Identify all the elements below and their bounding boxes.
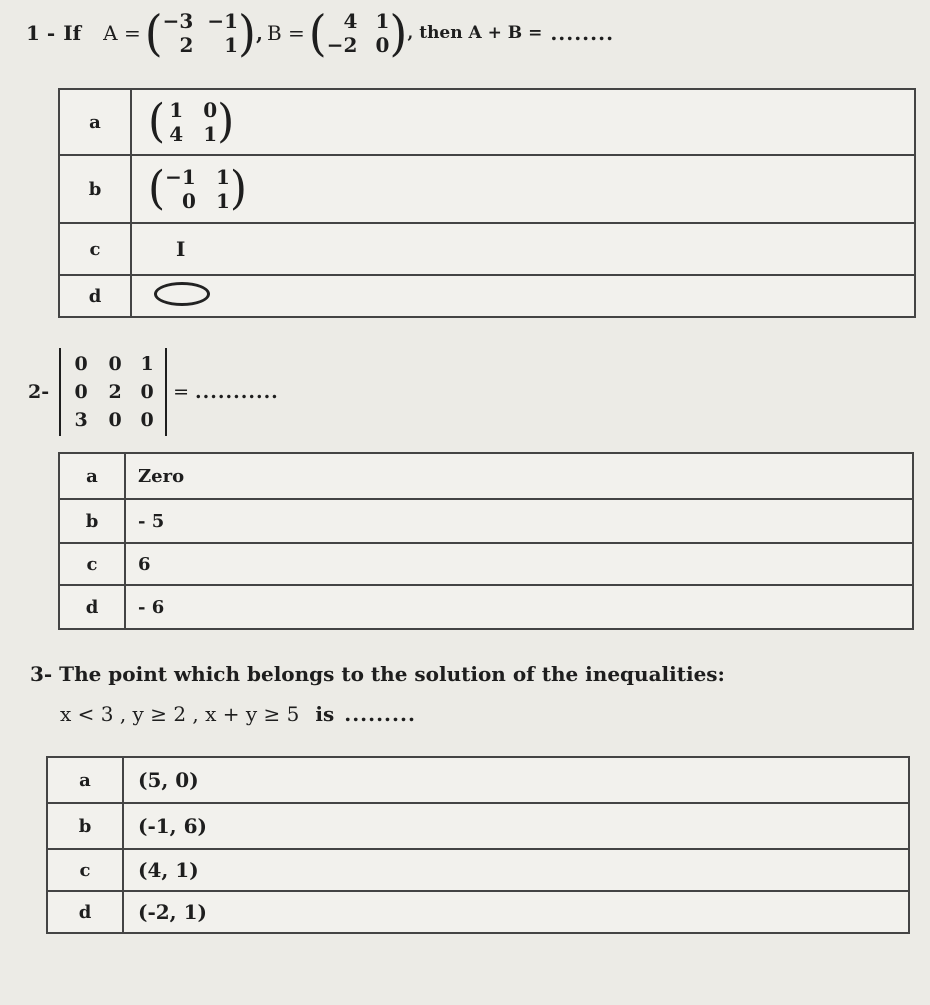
option-row[interactable] [59, 275, 915, 317]
option-label: d [59, 585, 125, 629]
question-3-inequalities-line [60, 702, 416, 726]
option-matrix-cell: 1 [215, 165, 230, 189]
matrix-b-cell: 0 [375, 33, 390, 57]
question-3-is: is [315, 702, 335, 726]
option-matrix: ( −1 1 0 1 ) [148, 161, 248, 216]
option-label: c [47, 849, 123, 891]
answer-blank: ........ [550, 21, 615, 45]
equals-sign: = [173, 381, 190, 403]
option-value [131, 275, 915, 317]
option-row[interactable] [59, 543, 913, 585]
determinant-cell: 2 [108, 381, 122, 403]
option-row[interactable] [47, 849, 909, 891]
option-label: c [59, 223, 131, 275]
determinant-cell: 1 [140, 353, 154, 375]
question-1-options [58, 88, 916, 318]
option-row[interactable] [47, 757, 909, 803]
option-label: d [59, 275, 131, 317]
option-row[interactable] [59, 585, 913, 629]
option-label: a [47, 757, 123, 803]
option-matrix: ( 1 0 4 1 ) [148, 94, 235, 149]
matrix-b-cell: 4 [343, 9, 358, 33]
option-label: a [59, 453, 125, 499]
question-3-text: 3- The point which belongs to the solution of the inequalities: [30, 662, 725, 686]
question-1-if: If [63, 21, 82, 45]
determinant-cell: 0 [74, 353, 88, 375]
question-1-number: 1 - [26, 21, 56, 45]
question-3-options [46, 756, 910, 934]
option-matrix-cell: 0 [181, 189, 196, 213]
option-label: b [59, 155, 131, 223]
matrix-a-cell: −1 [207, 9, 239, 33]
option-matrix-cell: 4 [169, 122, 184, 146]
option-value [131, 155, 915, 223]
option-label: c [59, 543, 125, 585]
matrix-a-label: A = [103, 21, 141, 45]
determinant-cell: 0 [140, 409, 154, 431]
option-label: b [47, 803, 123, 849]
determinant [59, 348, 167, 436]
matrix-b-cell: 1 [375, 9, 390, 33]
matrix-a-cell: 2 [179, 33, 194, 57]
determinant-cell: 3 [74, 409, 88, 431]
determinant-cell: 0 [140, 381, 154, 403]
option-row[interactable] [59, 155, 915, 223]
option-matrix-cell: 1 [203, 122, 218, 146]
option-value: (4, 1) [123, 849, 909, 891]
option-matrix-cell: −1 [165, 165, 196, 189]
matrix-b-cell: −2 [326, 33, 358, 57]
answer-blank: ......... [344, 702, 416, 726]
determinant-cell: 0 [74, 381, 88, 403]
comma: , [256, 21, 263, 45]
option-value: (-1, 6) [123, 803, 909, 849]
inequalities: x < 3 , y ≥ 2 , x + y ≥ 5 [60, 702, 300, 726]
option-value: (-2, 1) [123, 891, 909, 933]
question-2-number: 2- [28, 381, 50, 403]
matrix-a-cell: −3 [162, 9, 194, 33]
option-value: (5, 0) [123, 757, 909, 803]
determinant-cell: 0 [108, 353, 122, 375]
matrix-b-label: B = [266, 21, 305, 45]
zero-matrix-oval [154, 282, 210, 306]
identity-symbol: I [176, 237, 186, 261]
option-label: a [59, 89, 131, 155]
option-matrix-cell: 0 [203, 98, 218, 122]
question-2-options [58, 452, 914, 630]
option-row[interactable] [47, 803, 909, 849]
option-row[interactable] [59, 223, 915, 275]
question-1-then: , then A + B = [407, 23, 543, 43]
option-row[interactable] [47, 891, 909, 933]
option-value: - 5 [125, 499, 913, 543]
option-value: 6 [125, 543, 913, 585]
option-row[interactable] [59, 89, 915, 155]
option-row[interactable] [59, 499, 913, 543]
answer-blank: ........... [195, 381, 279, 403]
option-label: b [59, 499, 125, 543]
option-value: Zero [125, 453, 913, 499]
option-matrix-cell: 1 [215, 189, 230, 213]
matrix-a: ( −3 −1 2 1 ) [144, 4, 256, 62]
option-label: d [47, 891, 123, 933]
question-2 [28, 348, 279, 436]
option-value: - 6 [125, 585, 913, 629]
option-value [131, 89, 915, 155]
option-matrix-cell: 1 [169, 98, 184, 122]
determinant-cell: 0 [108, 409, 122, 431]
matrix-a-cell: 1 [224, 33, 239, 57]
question-1 [26, 4, 615, 62]
matrix-b: ( 4 1 −2 0 ) [308, 4, 408, 62]
option-value [131, 223, 915, 275]
option-row[interactable] [59, 453, 913, 499]
